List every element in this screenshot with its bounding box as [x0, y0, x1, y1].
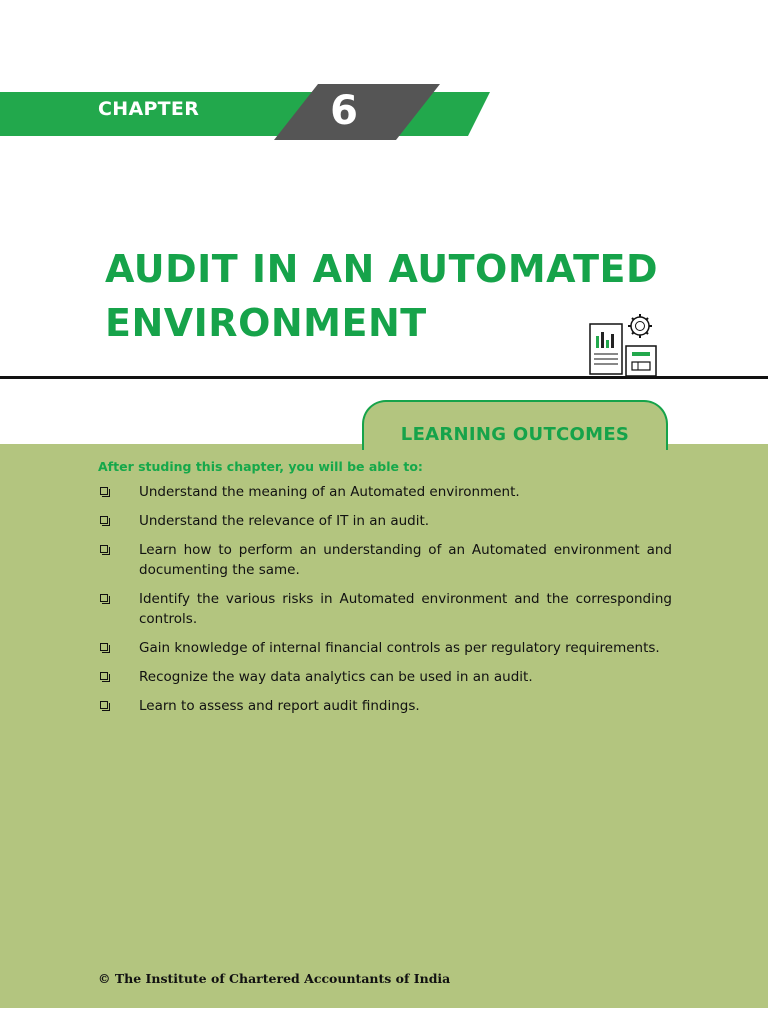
learning-outcomes-intro: After studing this chapter, you will be able to: — [98, 459, 423, 474]
checkbox-icon — [100, 594, 108, 602]
list-item-text: Gain knowledge of internal financial controls as per regulatory requirements. — [139, 640, 660, 656]
list-item-text: Learn how to perform an understanding of an Automated environment and documenting the same. — [139, 542, 672, 578]
title-line-1: AUDIT IN AN AUTOMATED — [105, 247, 659, 291]
checkbox-icon — [100, 516, 108, 524]
chapter-number: 6 — [330, 88, 358, 134]
list-item — [98, 638, 672, 658]
chapter-label: CHAPTER — [98, 98, 200, 120]
chapter-banner — [0, 84, 490, 140]
list-item — [98, 696, 672, 716]
list-item — [98, 540, 672, 580]
title-line-2: ENVIRONMENT — [105, 301, 427, 345]
header-divider — [0, 376, 768, 379]
list-item-text: Learn to assess and report audit findings. — [139, 698, 420, 714]
list-item-text: Recognize the way data analytics can be used in an audit. — [139, 669, 533, 685]
list-item-text: Understand the relevance of IT in an audit. — [139, 513, 430, 529]
list-item-text: Understand the meaning of an Automated environment. — [139, 484, 520, 500]
document-chart-gear-icon — [588, 312, 660, 378]
list-item — [98, 511, 672, 531]
list-item — [98, 667, 672, 687]
checkbox-icon — [100, 487, 108, 495]
checkbox-icon — [100, 701, 108, 709]
learning-outcomes-tab — [362, 400, 668, 450]
checkbox-icon — [100, 672, 108, 680]
checkbox-icon — [100, 643, 108, 651]
learning-outcomes-list — [98, 482, 672, 725]
list-item — [98, 589, 672, 629]
learning-outcomes-heading: LEARNING OUTCOMES — [400, 424, 630, 445]
list-item — [98, 482, 672, 502]
checkbox-icon — [100, 545, 108, 553]
list-item-text: Identify the various risks in Automated environment and the corresponding controls. — [139, 591, 672, 627]
copyright-footer: © The Institute of Chartered Accountants of India — [98, 971, 451, 986]
page-title — [105, 242, 658, 350]
